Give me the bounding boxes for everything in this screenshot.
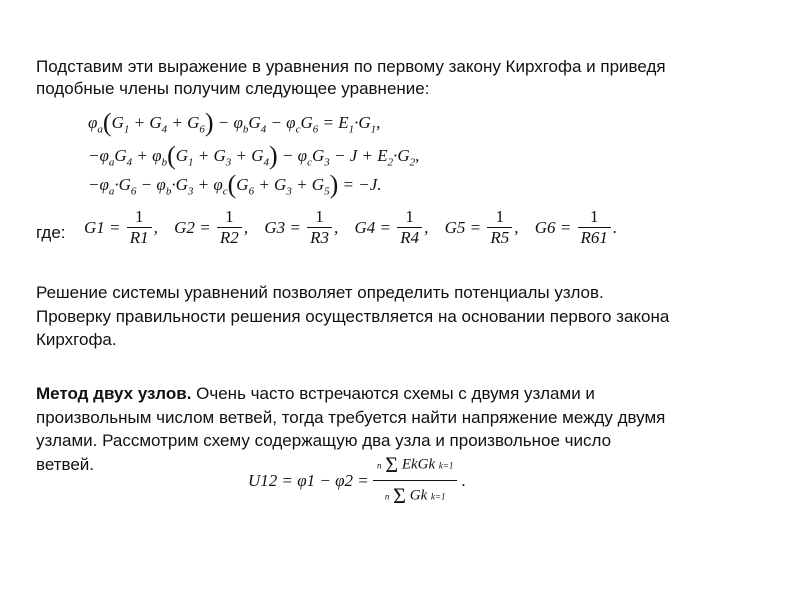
solution-line-2: Проверку правильности решения осуществляется на основании первого закона bbox=[36, 306, 670, 326]
definition-g3: G3 = $\frac{1}{R3}$ , bbox=[264, 207, 339, 247]
definition-g5: G5 = $\frac{1}{R5}$ , bbox=[444, 207, 519, 247]
method-title: Метод двух узлов. bbox=[36, 384, 192, 403]
solution-line-3: Кирхгофа. bbox=[36, 330, 117, 349]
formula-numerator: EkGk bbox=[401, 456, 436, 473]
where-label: где: bbox=[36, 223, 66, 242]
definition-g2: G2 = $\frac{1}{R2}$ , bbox=[174, 207, 249, 247]
equation-2: $-\varphi_aG_4 + \varphi_b(G_1 + G_3 + G_4) - \varphi_cG_3 - J + E_2\cdot G_2$, bbox=[88, 141, 420, 170]
solution-line-1: Решение системы уравнений позволяет определить потенциалы узлов. bbox=[36, 283, 604, 302]
intro-paragraph bbox=[36, 56, 776, 100]
method-line-1: Метод двух узлов. Очень часто встречаются схемы с двумя узлами и bbox=[36, 384, 595, 403]
method-line-4: ветвей. bbox=[36, 454, 95, 474]
equation-1: $\varphi_a(G_1 + G_4 + G_6) - \varphi_bG_4 - \varphi_cG_6 = E_1\cdot G_1$, bbox=[88, 108, 381, 137]
formula-fraction: n Σ EkGk k=1 n Σ Gk k=1 bbox=[373, 452, 457, 509]
conductance-definitions bbox=[84, 207, 629, 248]
two-node-voltage-formula: U12 = φ1 − φ2 = n Σ EkGk k=1 n Σ Gk k=1 . bbox=[248, 452, 466, 508]
method-line-3: узлами. Рассмотрим схему содержащую два узла и произвольное число bbox=[36, 431, 612, 450]
definition-g1: G1 = $\frac{1}{R1}$ , bbox=[84, 207, 158, 247]
intro-line-2: подобные члены получим следующее уравнение: bbox=[36, 79, 430, 98]
definition-g4: G4 = $\frac{1}{R4}$ , bbox=[354, 207, 429, 247]
equation-3: $-\varphi_a\cdot G_6 - \varphi_b\cdot G_3 + \varphi_c(G_6 + G_3 + G_5) = -J$. bbox=[88, 170, 382, 199]
method-line-2: произвольным числом ветвей, тогда требуется найти напряжение между двумя bbox=[36, 407, 666, 427]
solution-paragraph bbox=[36, 281, 776, 352]
definition-g6: G6 = $\frac{1}{R61}$ . bbox=[534, 207, 618, 247]
intro-line-1: Подставим эти выражение в уравнения по первому закону Кирхгофа и приведя bbox=[36, 57, 666, 76]
formula-lhs: U12 = φ1 − φ2 = bbox=[248, 470, 369, 490]
formula-denominator: Gk bbox=[409, 487, 428, 504]
